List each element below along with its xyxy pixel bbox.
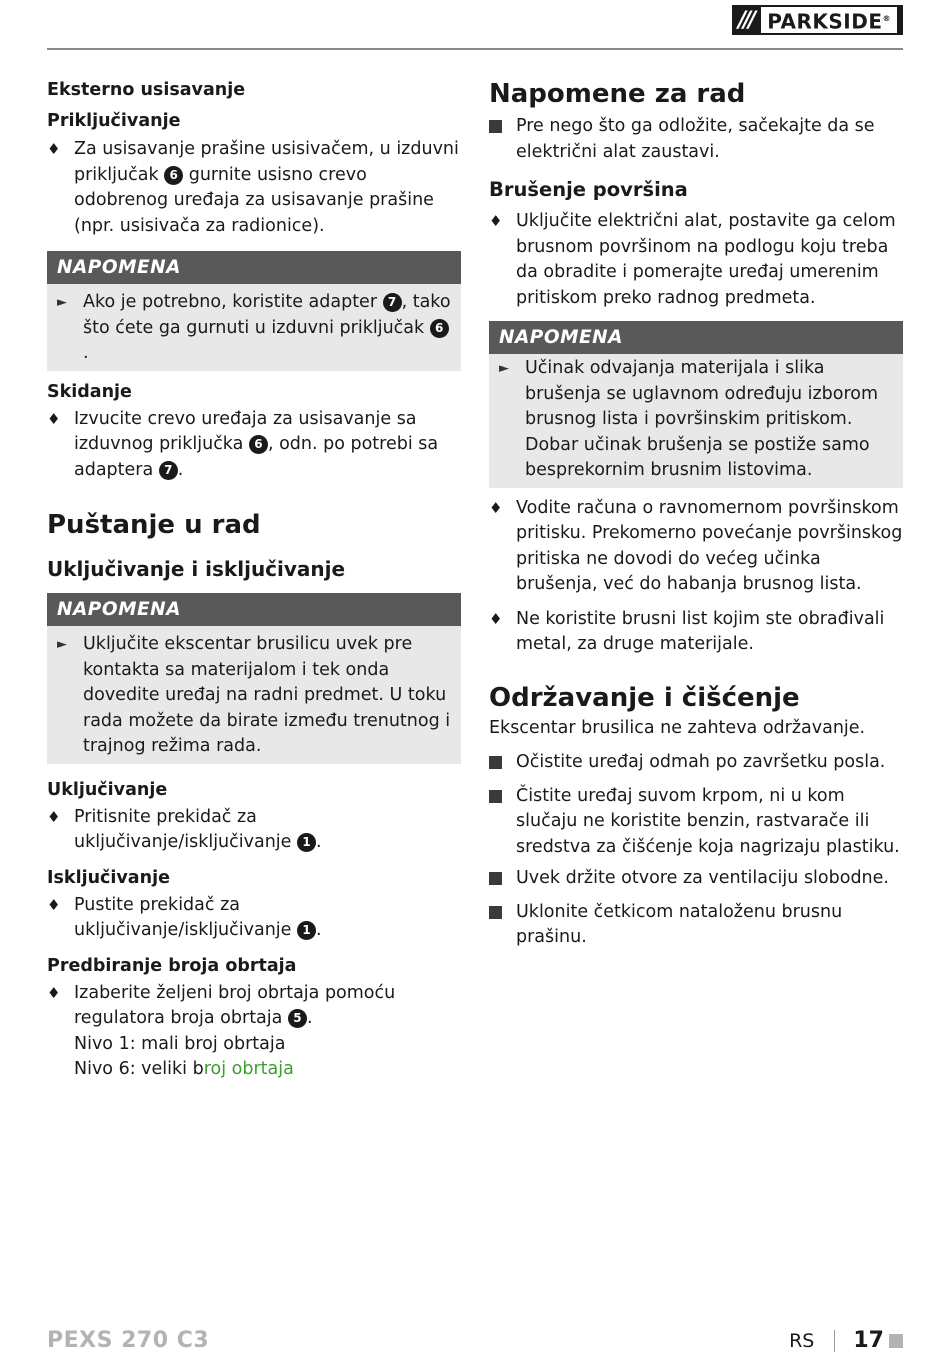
arrow-bullet-icon: ► — [57, 637, 67, 652]
section-ext-title: Eksterno usisavanje — [47, 80, 246, 100]
diamond-bullet-icon: ♦ — [47, 983, 61, 1002]
maint-intro: Ekscentar brusilica ne zahteva održavanje. — [489, 717, 866, 738]
square-bullet-icon — [489, 750, 516, 778]
square-bullet-icon — [489, 114, 516, 165]
note-box — [489, 321, 903, 488]
list-item: ♦ Ne koristite brusni list kojim ste obrađivali metal, za druge materijale. — [489, 607, 903, 658]
list-item: Očistite uređaj odmah po završetku posla. — [489, 750, 903, 778]
logo-text: PARKSIDE — [767, 9, 883, 34]
diamond-bullet-icon: ♦ — [489, 609, 503, 628]
diamond-bullet-icon: ♦ — [489, 212, 503, 230]
number-badge: 7 — [383, 293, 402, 312]
section-remove-title: Skidanje — [47, 381, 132, 402]
number-badge: 7 — [159, 461, 178, 480]
note-heading: NAPOMENA — [47, 251, 461, 284]
section-maint-title: Održavanje i čišćenje — [489, 682, 800, 713]
number-badge: 6 — [164, 166, 183, 185]
note-heading: NAPOMENA — [489, 321, 903, 354]
diamond-bullet-icon: ♦ — [47, 895, 61, 914]
list-item: ♦ Uključite električni alat, postavite ga celom brusnom površinom na podlogu koju treba da obradite i pomerajte uređaj umerenim pritiskom preko radnog predmeta. — [489, 209, 903, 311]
note-item: ► Uključite ekscentar brusilicu uvek pre kontakta sa materijalom i tek onda dovedite uređaj na radni predmet. U toku rada možete da birate između trenutnog i trajnog režima rada. — [57, 632, 453, 760]
footer-page-info — [789, 1328, 903, 1353]
list-item: Uklonite četkicom nataloženu brusnu prašinu. — [489, 900, 903, 951]
arrow-bullet-icon: ► — [499, 361, 509, 376]
diamond-bullet-icon: ♦ — [47, 140, 61, 158]
level-1-text: Nivo 1: mali broj obrtaja — [74, 1033, 286, 1054]
number-badge: 1 — [297, 833, 316, 852]
diamond-bullet-icon: ♦ — [47, 807, 61, 826]
section-on-title: Uključivanje — [47, 779, 168, 800]
square-bullet-icon — [489, 900, 516, 951]
square-bullet-icon — [489, 866, 516, 894]
diamond-bullet-icon: ♦ — [489, 498, 503, 517]
note-heading: NAPOMENA — [47, 593, 461, 626]
note-box — [47, 251, 461, 371]
list-item: ♦ Za usisavanje prašine usisivačem, u izduvni priključak 6 gurnite usisno crevo odobrenog uređaja za usisavanje prašine (npr. usisivača za radionice). — [47, 137, 461, 239]
section-onoff-title: Uključivanje i isključivanje — [47, 557, 346, 581]
section-start-title: Puštanje u rad — [47, 510, 261, 540]
number-badge: 6 — [430, 319, 449, 338]
brand-logo: /// PARKSIDE® — [732, 5, 903, 35]
arrow-bullet-icon: ► — [57, 295, 67, 310]
number-badge: 6 — [249, 435, 268, 454]
note-item: ► Ako je potrebno, koristite adapter 7 , tako što ćete ga gurnuti u izduvni priključak 6. — [57, 290, 453, 367]
section-work-title: Napomene za rad — [489, 79, 746, 109]
note-box — [47, 593, 461, 764]
list-item: Uvek držite otvore za ventilaciju slobodne. — [489, 866, 903, 894]
footer-separator — [834, 1330, 835, 1352]
note-item: ► Učinak odvajanja materijala i slika brušenja se uglavnom određuju izborom brusnog lista i površinskim pritiskom. Dobar učinak brušenja se postiže samo besprekornim brusnim listovima. — [499, 356, 895, 484]
list-item: ♦ Vodite računa o ravnomernom površinskom pritisku. Prekomerno povećanje površinskog pritiska ne dovodi do većeg učinka brušenja, već do habanja brusnog lista. — [489, 496, 903, 598]
header-divider — [47, 48, 903, 50]
page-number: 17 — [853, 1328, 884, 1353]
square-bullet-icon — [489, 784, 516, 861]
list-item: ♦ Izvucite crevo uređaja za usisavanje sa izduvnog priključka 6 , odn. po potrebi sa adaptera 7 . — [47, 407, 461, 484]
right-column — [489, 72, 903, 951]
section-speed-title: Predbiranje broja obrtaja — [47, 955, 297, 976]
footer-model: PEXS 270 C3 — [47, 1328, 210, 1353]
logo-stripes: /// — [738, 7, 754, 33]
section-connect-title: Priključivanje — [47, 111, 181, 131]
left-column — [47, 72, 461, 1083]
list-item: Čistite uređaj suvom krpom, ni u kom slučaju ne koristite benzin, rastvarače ili sredstva za čišćenje koja nagrizaju plastiku. — [489, 784, 903, 861]
footer-lang: RS — [789, 1329, 815, 1352]
list-item: ♦ Izaberite željeni broj obrtaja pomoću regulatora broja obrtaja 5 . Nivo 1: mali broj obrtaja Nivo 6: veliki broj obrtaja — [47, 981, 461, 1083]
diamond-bullet-icon: ♦ — [47, 409, 61, 428]
section-grind-title: Brušenje površina — [489, 178, 688, 201]
number-badge: 1 — [297, 921, 316, 940]
section-off-title: Isključivanje — [47, 867, 170, 888]
footer-square-icon — [889, 1334, 903, 1348]
number-badge: 5 — [288, 1009, 307, 1028]
list-item: ♦ Pustite prekidač za uključivanje/isključivanje 1 . — [47, 893, 461, 944]
level-6-text: Nivo 6: veliki broj obrtaja — [74, 1059, 294, 1079]
list-item: ♦ Pritisnite prekidač za uključivanje/isključivanje 1 . — [47, 805, 461, 856]
list-item: Pre nego što ga odložite, sačekajte da se električni alat zaustavi. — [489, 114, 903, 165]
